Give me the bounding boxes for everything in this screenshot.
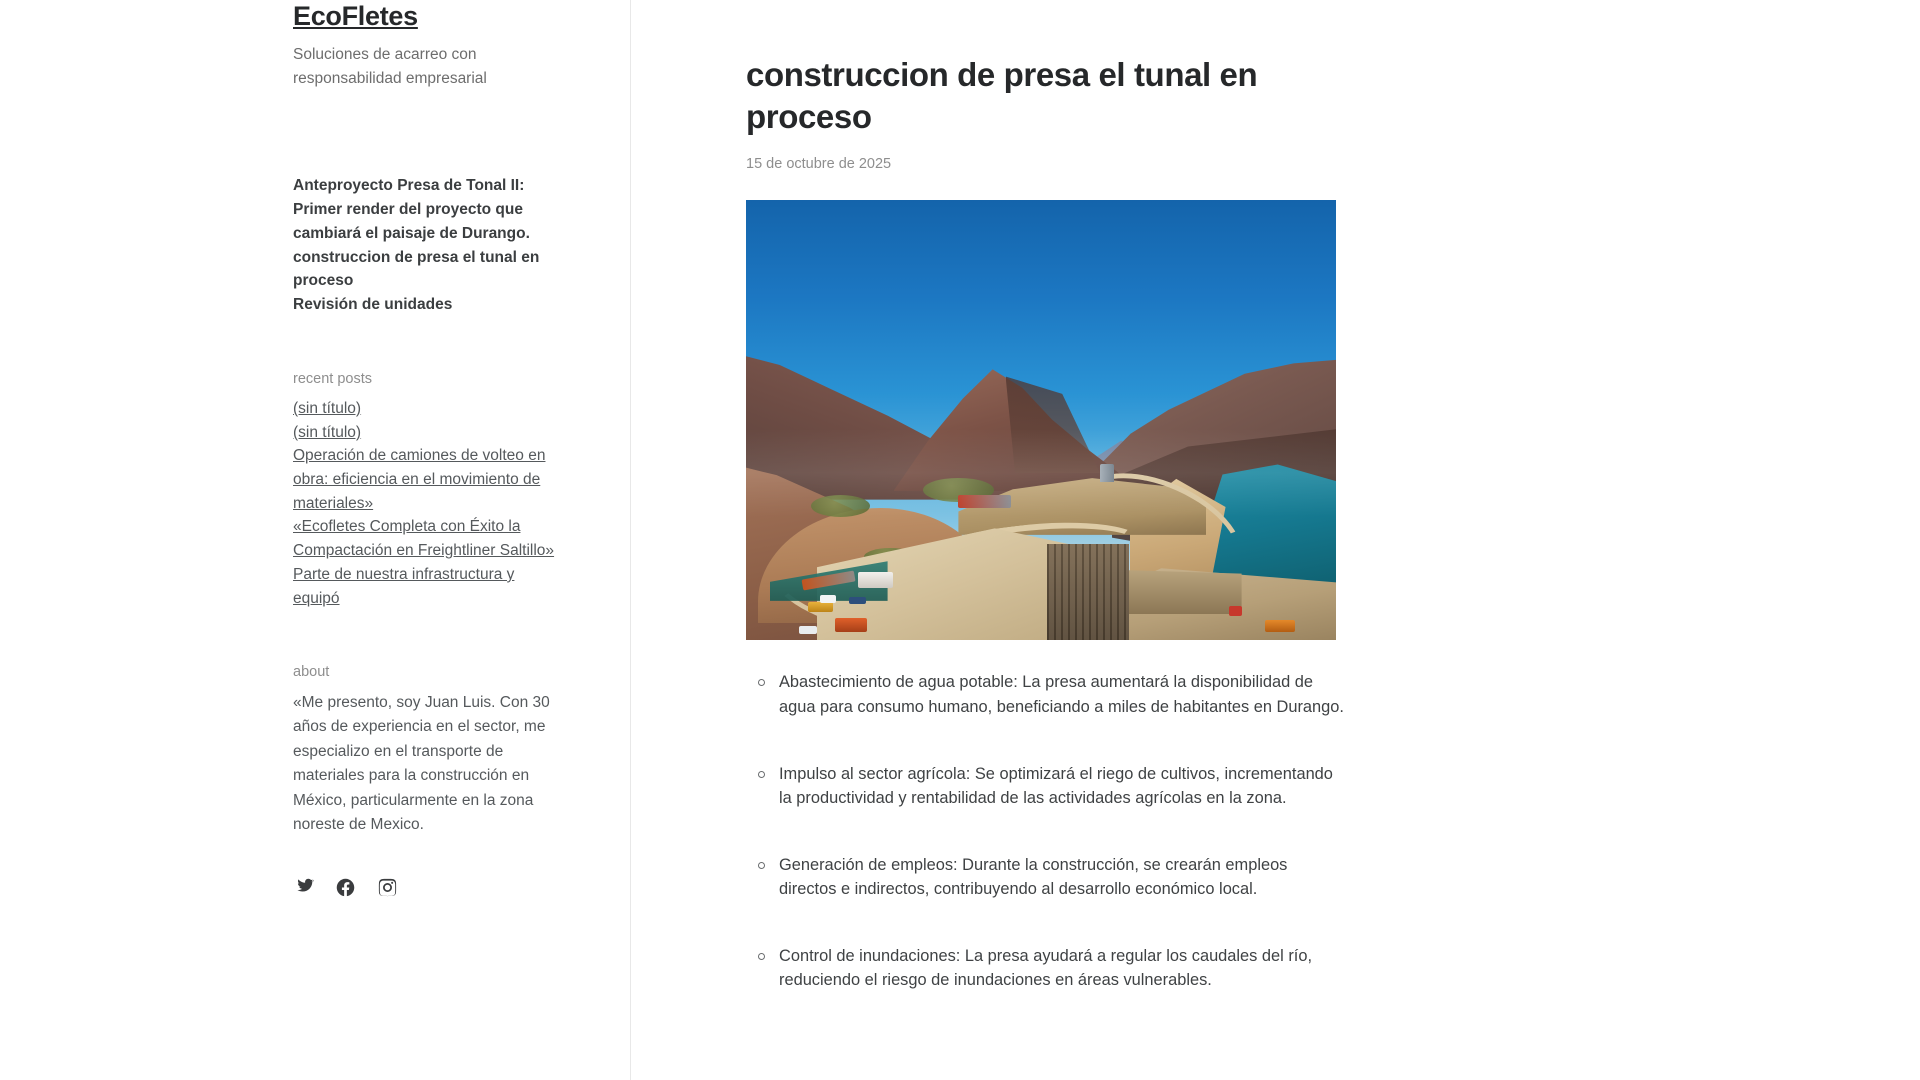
facebook-icon[interactable] bbox=[335, 877, 356, 898]
site-title[interactable]: EcoFletes bbox=[293, 1, 418, 31]
page-title: construccion de presa el tunal en proceso bbox=[746, 56, 1258, 135]
parked-car bbox=[849, 597, 866, 604]
dam-concrete-wall bbox=[1047, 544, 1130, 641]
recent-post-link-5[interactable]: Parte de nuestra infrastructura y equipó bbox=[293, 565, 515, 607]
yellow-truck bbox=[808, 602, 833, 612]
recent-post-link-4[interactable]: «Ecofletes Completa con Éxito la Compactación en Freightliner Saltillo» bbox=[293, 518, 555, 560]
parked-car bbox=[820, 595, 837, 602]
article bbox=[746, 0, 1476, 1035]
list-item: Abastecimiento de agua potable: La presa aumentará la disponibilidad de agua para consumo humano, beneficiando a miles de habitantes en Durango. bbox=[746, 670, 1346, 718]
parked-car bbox=[799, 626, 817, 634]
heavy-machinery bbox=[958, 495, 1011, 508]
list-item: Generación de empleos: Durante la construcción, se crearán empleos directos e indirectos, contribuyendo al desarrollo económico local. bbox=[746, 853, 1346, 901]
featured-image bbox=[746, 200, 1336, 640]
twitter-icon[interactable] bbox=[293, 877, 314, 898]
primary-navigation bbox=[293, 174, 567, 316]
main-content bbox=[631, 0, 1920, 1080]
recent-posts-heading: recent posts bbox=[293, 370, 372, 387]
recent-post-link-1[interactable]: (sin título) bbox=[293, 399, 362, 417]
nav-item-construccion-presa-tunal[interactable]: construccion de presa el tunal en proceso bbox=[293, 248, 540, 290]
recent-post-link-3[interactable]: Operación de camiones de volteo en obra: eficiencia en el movimiento de materiales» bbox=[293, 447, 546, 512]
sidebar bbox=[0, 0, 631, 1080]
social-links bbox=[293, 877, 567, 898]
post-date: 15 de octubre de 2025 bbox=[746, 156, 892, 173]
widget-about bbox=[293, 662, 565, 837]
about-text: «Me presento, soy Juan Luis. Con 30 años de experiencia en el sector, me especializo en el transporte de materiales para la construcción en México, particularmente en la zona noreste de Mexico. bbox=[293, 693, 550, 833]
red-container bbox=[1229, 606, 1242, 617]
nav-item-revision-de-unidades[interactable]: Revisión de unidades bbox=[293, 295, 453, 313]
nav-item-anteproyecto-presa-tonal-ii[interactable]: Anteproyecto Presa de Tonal II: Primer render del proyecto que cambiará el paisaje de Durango. bbox=[293, 177, 530, 242]
site-tagline: Soluciones de acarreo con responsabilidad empresarial bbox=[293, 46, 487, 88]
instagram-icon[interactable] bbox=[377, 877, 398, 898]
storage-silo bbox=[1100, 464, 1114, 482]
widget-recent-posts bbox=[293, 369, 565, 611]
benefits-list bbox=[746, 670, 1346, 992]
list-item: Control de inundaciones: La presa ayudará a regular los caudales del río, reduciendo el riesgo de inundaciones en áreas vulnerables. bbox=[746, 944, 1346, 992]
red-truck bbox=[835, 618, 867, 632]
about-heading: about bbox=[293, 664, 330, 681]
recent-post-link-2[interactable]: (sin título) bbox=[293, 423, 362, 441]
orange-truck bbox=[1265, 620, 1295, 631]
site-shed bbox=[858, 572, 893, 588]
list-item: Impulso al sector agrícola: Se optimizará el riego de cultivos, incrementando la productividad y rentabilidad de las actividades agrícolas en la zona. bbox=[746, 762, 1346, 810]
